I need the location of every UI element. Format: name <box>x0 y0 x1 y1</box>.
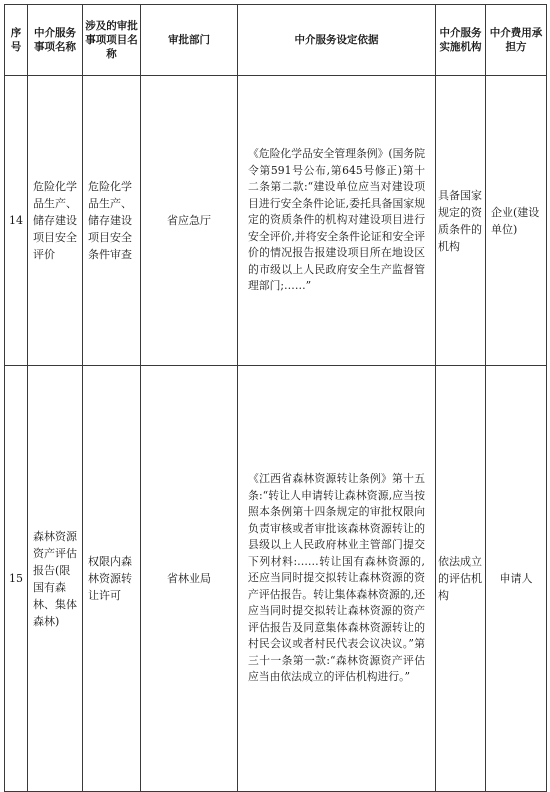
table-row <box>5 366 547 792</box>
approval-item-text: 权限内森林资源转让许可 <box>88 555 132 602</box>
table-row <box>5 76 547 366</box>
table-header-row <box>5 5 547 76</box>
department-text: 省林业局 <box>167 572 211 585</box>
basis-text: 《江西省森林资源转让条例》第十五条:“转让人申请转让森林资源,应当按照本条例第十四条规定的审批权限向负责审核或者审批该森林资源转让的县级以上人民政府林业主管部门提交下列材料:……转让国有森林资源的,还应当同时提交拟转让森林资源的资产评估报告。转让集体森林资源的,还应当同时提交拟转让森林资源的资产评估报告及同意集体森林资源转让的村民会议或者村民代表会议决议。”第三十一条第一款:“森林资源资产评估应当由依法成立的评估机构进行。” <box>248 472 425 684</box>
header-fee-bearer <box>486 5 547 76</box>
row-fee-bearer <box>486 366 547 792</box>
row-department <box>141 366 238 792</box>
header-department-label: 审批部门 <box>168 34 210 46</box>
service-name-text: 森林资源资产评估报告(限国有森林、集体森林) <box>33 529 77 628</box>
basis-text: 《危险化学品安全管理条例》(国务院令第591号公布,第645号修正)第十二条第二款:“建设单位应当对建设项目进行安全条件论证,委托具备国家规定的资质条件的机构对建设项目进行安全评价,并将安全条件论证和安全评价的情况报告报建设项目所在地设区的市级以上人民政府安全生产监督管理部门;……” <box>248 147 425 293</box>
header-service-name <box>28 5 83 76</box>
header-seq <box>5 5 28 76</box>
row-seq: 14 <box>5 76 28 366</box>
agency-text: 依法成立的评估机构 <box>438 555 482 602</box>
header-agency <box>436 5 486 76</box>
row-service-name <box>28 76 83 366</box>
row-approval-item <box>83 76 141 366</box>
header-department <box>141 5 238 76</box>
header-basis <box>238 5 436 76</box>
row-basis <box>238 76 436 366</box>
row-approval-item <box>83 366 141 792</box>
fee-bearer-text: 企业(建设单位) <box>491 205 540 236</box>
department-text: 省应急厅 <box>167 214 211 227</box>
approval-item-text: 危险化学品生产、储存建设项目安全条件审查 <box>88 180 132 261</box>
header-basis-label: 中介服务设定依据 <box>294 34 379 46</box>
fee-bearer-text: 申请人 <box>499 572 533 585</box>
row-service-name <box>28 366 83 792</box>
row-agency <box>436 76 486 366</box>
row-agency <box>436 366 486 792</box>
header-fee-bearer-label: 中介费用承担方 <box>489 27 543 53</box>
header-agency-label: 中介服务实施机构 <box>439 27 482 53</box>
header-approval-item <box>83 5 141 76</box>
row-department <box>141 76 238 366</box>
header-seq-label: 序号 <box>10 27 22 53</box>
service-name-text: 危险化学品生产、储存建设项目安全评价 <box>33 180 77 261</box>
row-basis <box>238 366 436 792</box>
header-service-name-label: 中介服务事项名称 <box>34 27 76 53</box>
header-approval-item-label: 涉及的审批事项项目名称 <box>85 20 138 60</box>
row-seq: 15 <box>5 366 28 792</box>
row-fee-bearer <box>486 76 547 366</box>
agency-text: 具备国家规定的资质条件的机构 <box>438 188 482 253</box>
intermediary-services-table <box>4 4 547 792</box>
